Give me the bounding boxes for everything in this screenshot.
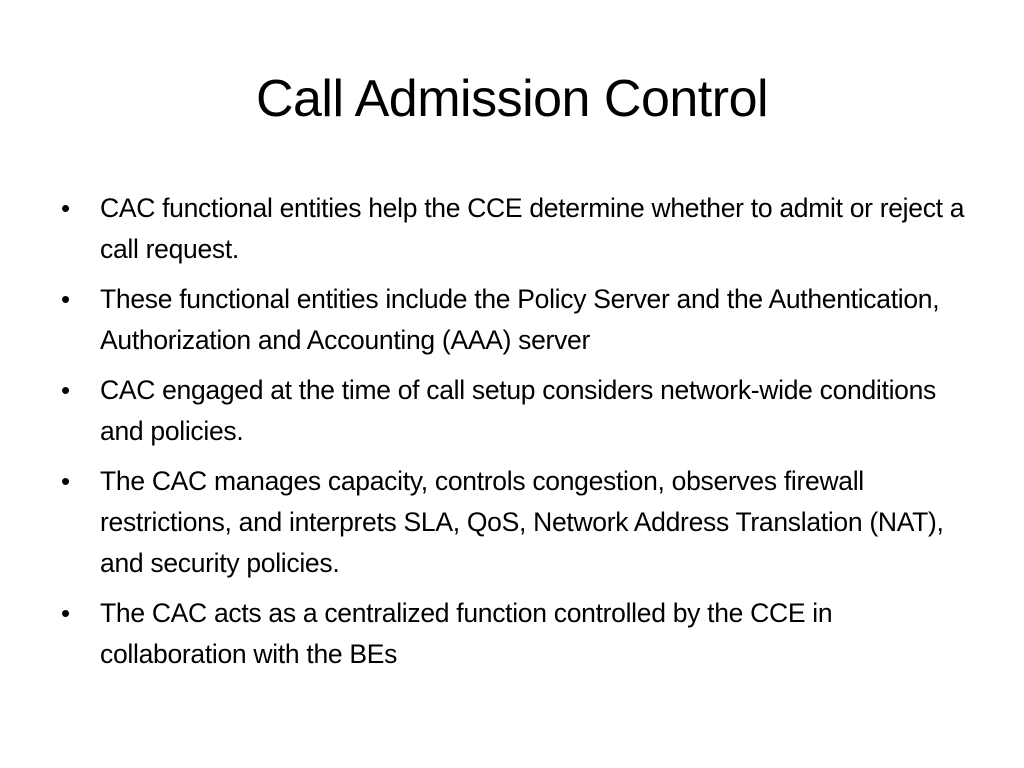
bullet-item xyxy=(60,279,980,361)
bullet-item xyxy=(60,593,980,675)
bullet-point-icon: • xyxy=(61,284,70,314)
bullet-text: The CAC manages capacity, controls congestion, observes firewall restrictions, and interprets SLA, QoS, Network Address Translation (NAT), and security policies. xyxy=(100,466,944,578)
bullet-point-icon: • xyxy=(61,466,70,496)
bullet-list xyxy=(60,188,980,684)
slide-title: Call Admission Control xyxy=(255,70,769,128)
bullet-point-icon: • xyxy=(61,193,70,223)
bullet-item xyxy=(60,370,980,452)
bullet-text: The CAC acts as a centralized function controlled by the CCE in collaboration with the BEs xyxy=(100,598,833,669)
bullet-point-icon: • xyxy=(61,598,70,628)
bullet-item xyxy=(60,188,980,270)
bullet-text: CAC engaged at the time of call setup considers network-wide conditions and policies. xyxy=(100,375,936,446)
bullet-point-icon: • xyxy=(61,375,70,405)
bullet-item xyxy=(60,461,980,584)
bullet-text: These functional entities include the Policy Server and the Authentication, Authorization and Accounting (AAA) server xyxy=(100,284,940,355)
bullet-text: CAC functional entities help the CCE determine whether to admit or reject a call request. xyxy=(100,193,965,264)
